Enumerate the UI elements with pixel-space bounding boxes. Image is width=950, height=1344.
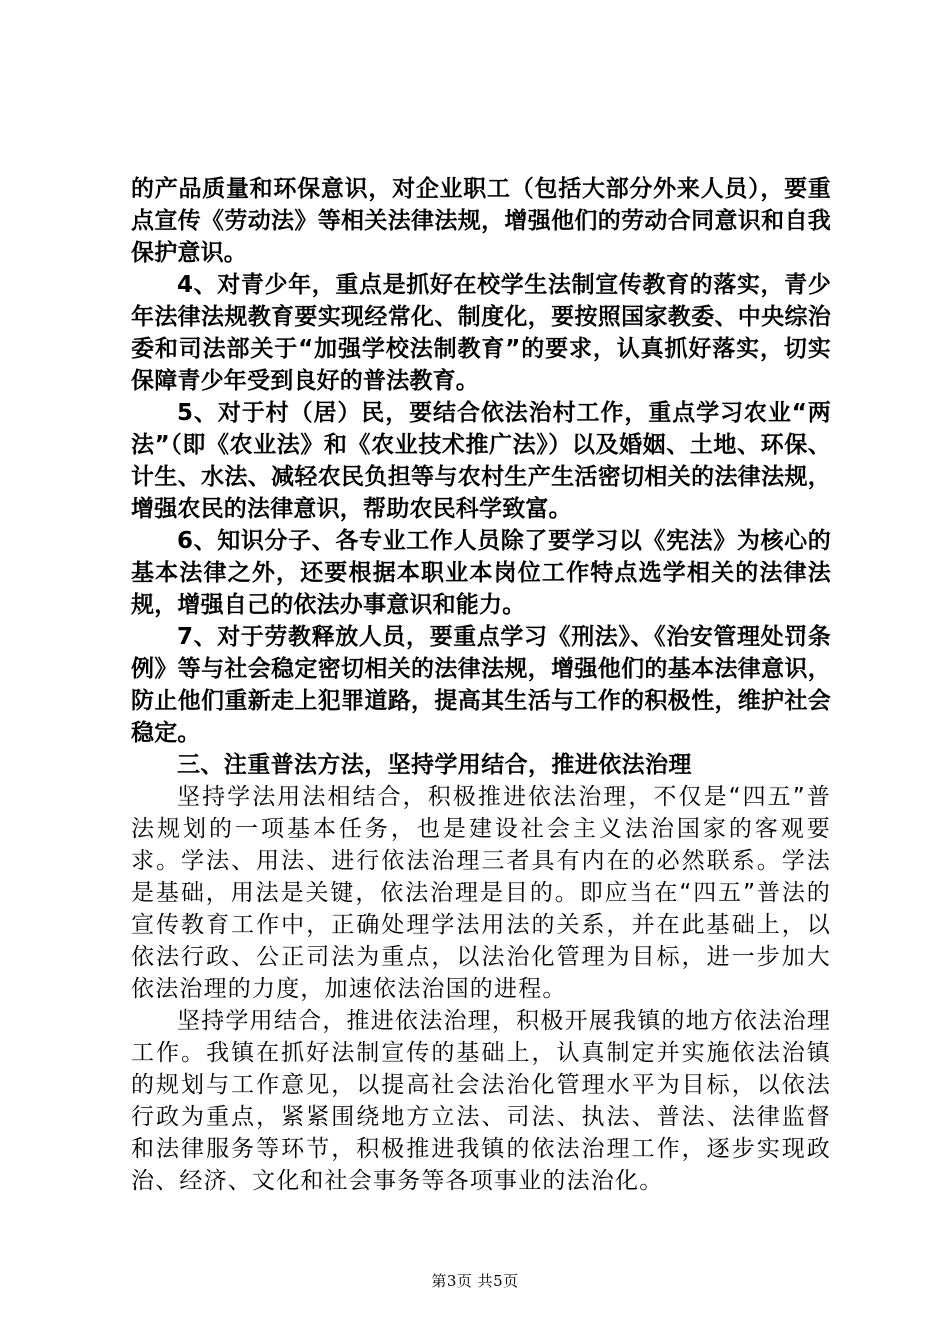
paragraph-body-2: 坚持学用结合，推进依法治理，积极开展我镇的地方依法治理工作。我镇在抓好法制宣传的基础上，认真制定并实施依法治镇的规划与工作意见，以提高社会法治化管理水平为目标，以依法行政为重点，紧紧围绕地方立法、司法、执法、普法、法律监督和法律服务等环节，积极推进我镇的依法治理工作，逐步实现政治、经济、文化和社会事务等各项事业的法治化。: [131, 1008, 831, 1194]
document-body: [131, 173, 831, 1197]
paragraph-continuation: 的产品质量和环保意识，对企业职工（包括大部分外来人员），要重点宣传《劳动法》等相关法律法规，增强他们的劳动合同意识和自我保护意识。: [131, 176, 831, 266]
page-footer: 第3页 共5页: [431, 1272, 519, 1290]
paragraph-item-6: 6、知识分子、各专业工作人员除了要学习以《宪法》为核心的基本法律之外，还要根据本职业本岗位工作特点选学相关的法律法规，增强自己的依法办事意识和能力。: [131, 528, 831, 618]
paragraph-item-7: 7、对于劳教释放人员，要重点学习《刑法》、《治安管理处罚条例》等与社会稳定密切相关的法律法规，增强他们的基本法律意识，防止他们重新走上犯罪道路，提高其生活与工作的积极性，维护社会稳定。: [131, 624, 831, 746]
paragraph-item-5: 5、对于村（居）民，要结合依法治村工作，重点学习农业“两法”（即《农业法》和《农业技术推广法》）以及婚姻、土地、环保、计生、水法、减轻农民负担等与农村生产生活密切相关的法律法规，增强农民的法律意识，帮助农民科学致富。: [131, 400, 831, 522]
paragraph-item-4: 4、对青少年，重点是抓好在校学生法制宣传教育的落实，青少年法律法规教育要实现经常化、制度化，要按照国家教委、中央综治委和司法部关于“加强学校法制教育”的要求，认真抓好落实，切实保障青少年受到良好的普法教育。: [131, 272, 831, 394]
paragraph-body-1: 坚持学法用法相结合，积极推进依法治理，不仅是“四五”普法规划的一项基本任务，也是建设社会主义法治国家的客观要求。学法、用法、进行依法治理三者具有内在的必然联系。学法是基础，用法是关键，依法治理是目的。即应当在“四五”普法的宣传教育工作中，正确处理学法用法的关系，并在此基础上，以依法行政、公正司法为重点，以法治化管理为目标，进一步加大依法治理的力度，加速依法治国的进程。: [131, 784, 831, 1002]
section-heading-3: 三、注重普法方法，坚持学用结合，推进依法治理: [177, 752, 692, 778]
